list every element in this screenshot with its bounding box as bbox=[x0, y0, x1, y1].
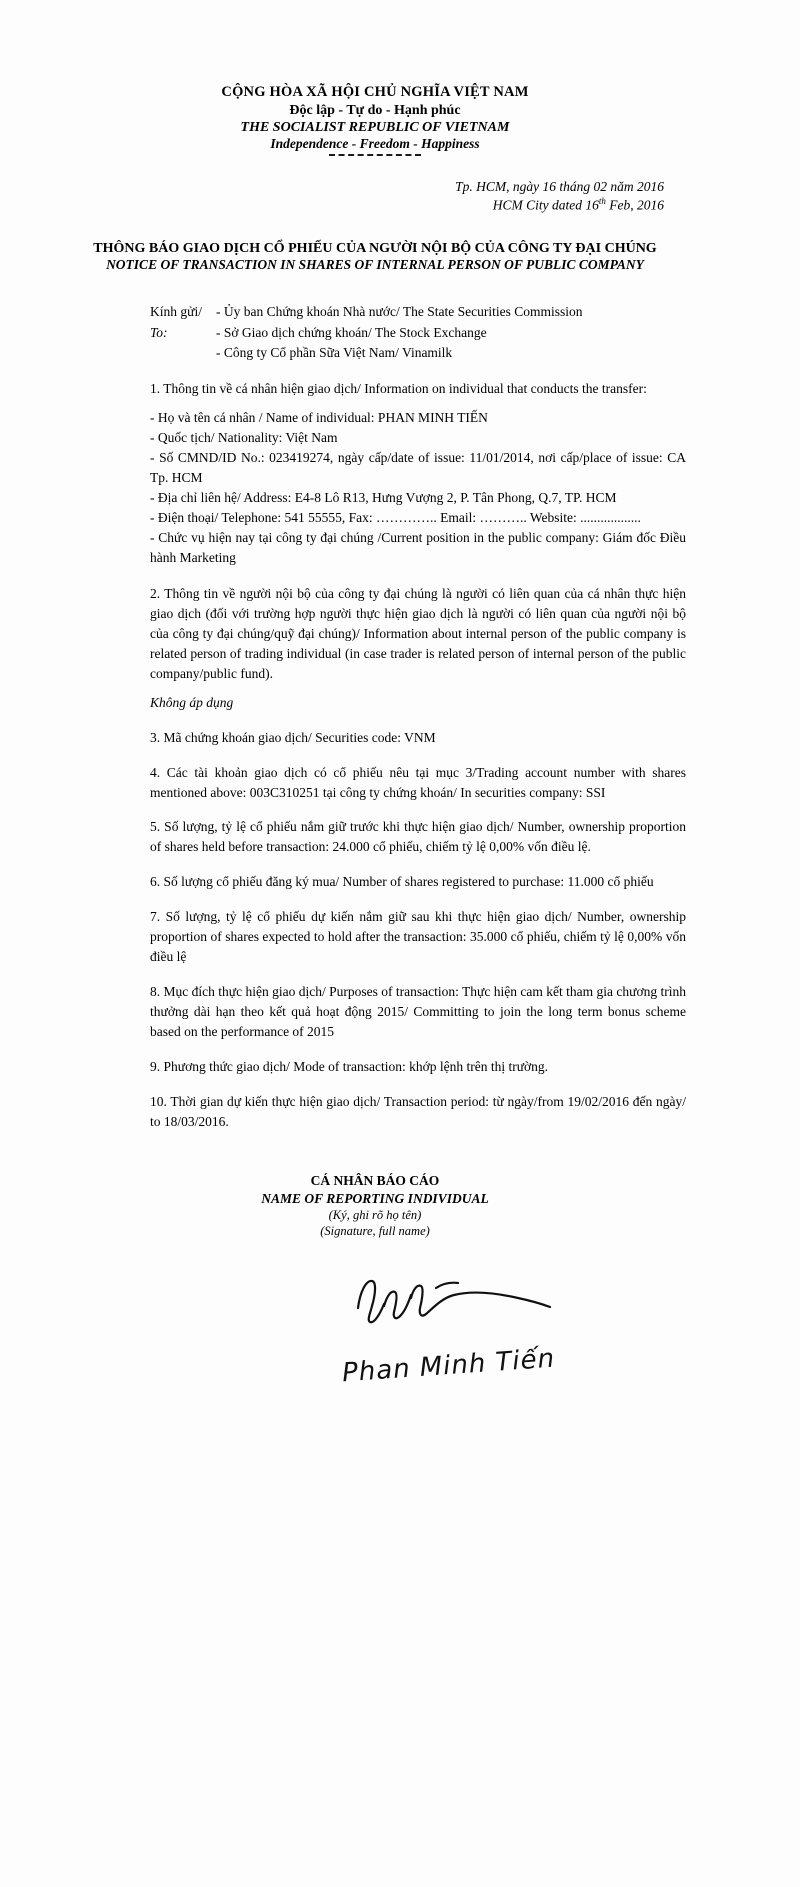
addressee-block bbox=[150, 302, 690, 363]
addressee-label bbox=[150, 302, 216, 363]
section-1-items bbox=[150, 408, 686, 568]
section-9-body: 9. Phương thức giao dịch/ Mode of transaction: khớp lệnh trên thị trường. bbox=[150, 1059, 549, 1075]
section-2-answer-wrapper bbox=[150, 693, 686, 713]
date-en-prefix: HCM City dated 16 bbox=[492, 197, 599, 213]
section-6 bbox=[150, 872, 686, 892]
section-5 bbox=[150, 817, 686, 857]
section-2 bbox=[150, 584, 686, 684]
section-7-body: 7. Số lượng, tỷ lệ cổ phiếu dự kiến nắm giữ sau khi thực hiện giao dịch/ Number, ownership proportion of shares expected to hold after the transaction: 35.000 cổ phiếu, chiếm tỷ lệ 0,00% vốn điều lệ bbox=[150, 909, 686, 965]
handwritten-name: Phan Minh Tiến bbox=[341, 1343, 557, 1389]
section-3 bbox=[150, 728, 686, 748]
addressee-item: - Ủy ban Chứng khoán Nhà nước/ The State Securities Commission bbox=[216, 304, 583, 320]
section-1-item-name: - Họ và tên cá nhân / Name of individual: PHAN MINH TIẾN bbox=[150, 410, 488, 425]
addressee-label-en: To: bbox=[150, 324, 168, 340]
signature-area bbox=[60, 1254, 690, 1444]
document-content bbox=[60, 0, 690, 1444]
date-en-suffix: Feb, 2016 bbox=[605, 197, 664, 213]
section-8 bbox=[150, 982, 686, 1042]
signature-title-en: NAME OF REPORTING INDIVIDUAL bbox=[261, 1190, 489, 1206]
date-line-vi: Tp. HCM, ngày 16 tháng 02 năm 2016 bbox=[455, 179, 664, 195]
date-line-en bbox=[60, 196, 664, 214]
signature-note-en: (Signature, full name) bbox=[320, 1224, 430, 1239]
section-6-body: 6. Số lượng cổ phiếu đăng ký mua/ Number of shares registered to purchase: 11.000 cổ phiếu bbox=[150, 874, 654, 890]
addressee-list bbox=[216, 302, 690, 363]
section-1-item-contact: - Điện thoại/ Telephone: 541 55555, Fax: ………….. Email: ……….. Website: .................. bbox=[150, 509, 641, 525]
section-1-item-position: - Chức vụ hiện nay tại công ty đại chúng /Current position in the public company: Giám đốc Điều hành Marketing bbox=[150, 529, 686, 565]
signature-note-vi: (Ký, ghi rõ họ tên) bbox=[328, 1208, 422, 1223]
addressee-item: - Sở Giao dịch chứng khoán/ The Stock Exchange bbox=[216, 324, 487, 340]
section-4 bbox=[150, 763, 686, 803]
section-1-item-address: - Địa chỉ liên hệ/ Address: E4-8 Lô R13, Hưng Vượng 2, P. Tân Phong, Q.7, TP. HCM bbox=[150, 489, 617, 505]
section-8-body: 8. Mục đích thực hiện giao dịch/ Purposes of transaction: Thực hiện cam kết tham gia chương trình thưởng dài hạn theo kết quả hoạt động 2015/ Committing to join the long term bonus scheme based on the performance of 2015 bbox=[150, 984, 686, 1040]
signature-block bbox=[60, 1172, 690, 1444]
section-10 bbox=[150, 1092, 686, 1132]
section-1-heading: 1. Thông tin về cá nhân hiện giao dịch/ Information on individual that conducts the transfer: bbox=[150, 381, 647, 397]
addressee-item: - Công ty Cổ phần Sữa Việt Nam/ Vinamilk bbox=[216, 344, 453, 360]
addressee-label-vi: Kính gửi/ bbox=[150, 304, 202, 320]
national-header-line-en-country: THE SOCIALIST REPUBLIC OF VIETNAM bbox=[240, 119, 510, 135]
document-title-vi: THÔNG BÁO GIAO DỊCH CỔ PHIẾU CỦA NGƯỜI NỘI BỘ CỦA CÔNG TY ĐẠI CHÚNG bbox=[93, 240, 657, 256]
section-4-body: 4. Các tài khoản giao dịch có cổ phiếu nêu tại mục 3/Trading account number with shares mentioned above: 003C310251 tại công ty chứng khoán/ In securities company: SSI bbox=[150, 764, 686, 800]
national-header-line-vi-country: CỘNG HÒA XÃ HỘI CHỦ NGHĨA VIỆT NAM bbox=[221, 84, 529, 100]
section-7 bbox=[150, 907, 686, 967]
date-en-ordinal: th bbox=[598, 195, 606, 206]
national-header bbox=[60, 84, 690, 156]
section-1-item-nationality: - Quốc tịch/ Nationality: Việt Nam bbox=[150, 429, 338, 445]
dashed-divider bbox=[329, 154, 421, 156]
section-5-body: 5. Số lượng, tỷ lệ cổ phiếu nắm giữ trước khi thực hiện giao dịch/ Number, ownership proportion of shares held before transaction: 24.000 cổ phiếu, chiếm tỷ lệ 0,00% vốn điều lệ. bbox=[150, 819, 686, 855]
section-2-body: 2. Thông tin về người nội bộ của công ty đại chúng là người có liên quan của cá nhân thực hiện giao dịch (đối với trường hợp người thực hiện giao dịch là người có liên quan của người nội bộ của công ty đại chúng/quỹ đại chúng)/ Information about internal person of the public company is related person of trading individual (in case trader is related person of internal person of the public company/public fund). bbox=[150, 585, 686, 681]
section-3-body: 3. Mã chứng khoán giao dịch/ Securities code: VNM bbox=[150, 729, 436, 745]
section-1-item-id: - Số CMND/ID No.: 023419274, ngày cấp/date of issue: 11/01/2014, nơi cấp/place of issue: CA Tp. HCM bbox=[150, 449, 686, 485]
document-title bbox=[60, 240, 690, 274]
document-title-en: NOTICE OF TRANSACTION IN SHARES OF INTERNAL PERSON OF PUBLIC COMPANY bbox=[106, 257, 644, 273]
national-header-line-vi-motto: Độc lập - Tự do - Hạnh phúc bbox=[289, 102, 461, 118]
section-10-body: 10. Thời gian dự kiến thực hiện giao dịch/ Transaction period: từ ngày/from 19/02/2016 đến ngày/ to 18/03/2016. bbox=[150, 1094, 686, 1130]
signature-title-vi: CÁ NHÂN BÁO CÁO bbox=[310, 1173, 440, 1189]
handwritten-signature-mark bbox=[350, 1262, 570, 1349]
section-2-answer: Không áp dụng bbox=[150, 694, 234, 710]
section-9 bbox=[150, 1057, 686, 1077]
section-1 bbox=[150, 379, 686, 399]
national-header-line-en-motto: Independence - Freedom - Happiness bbox=[270, 135, 480, 151]
date-block bbox=[60, 178, 690, 214]
